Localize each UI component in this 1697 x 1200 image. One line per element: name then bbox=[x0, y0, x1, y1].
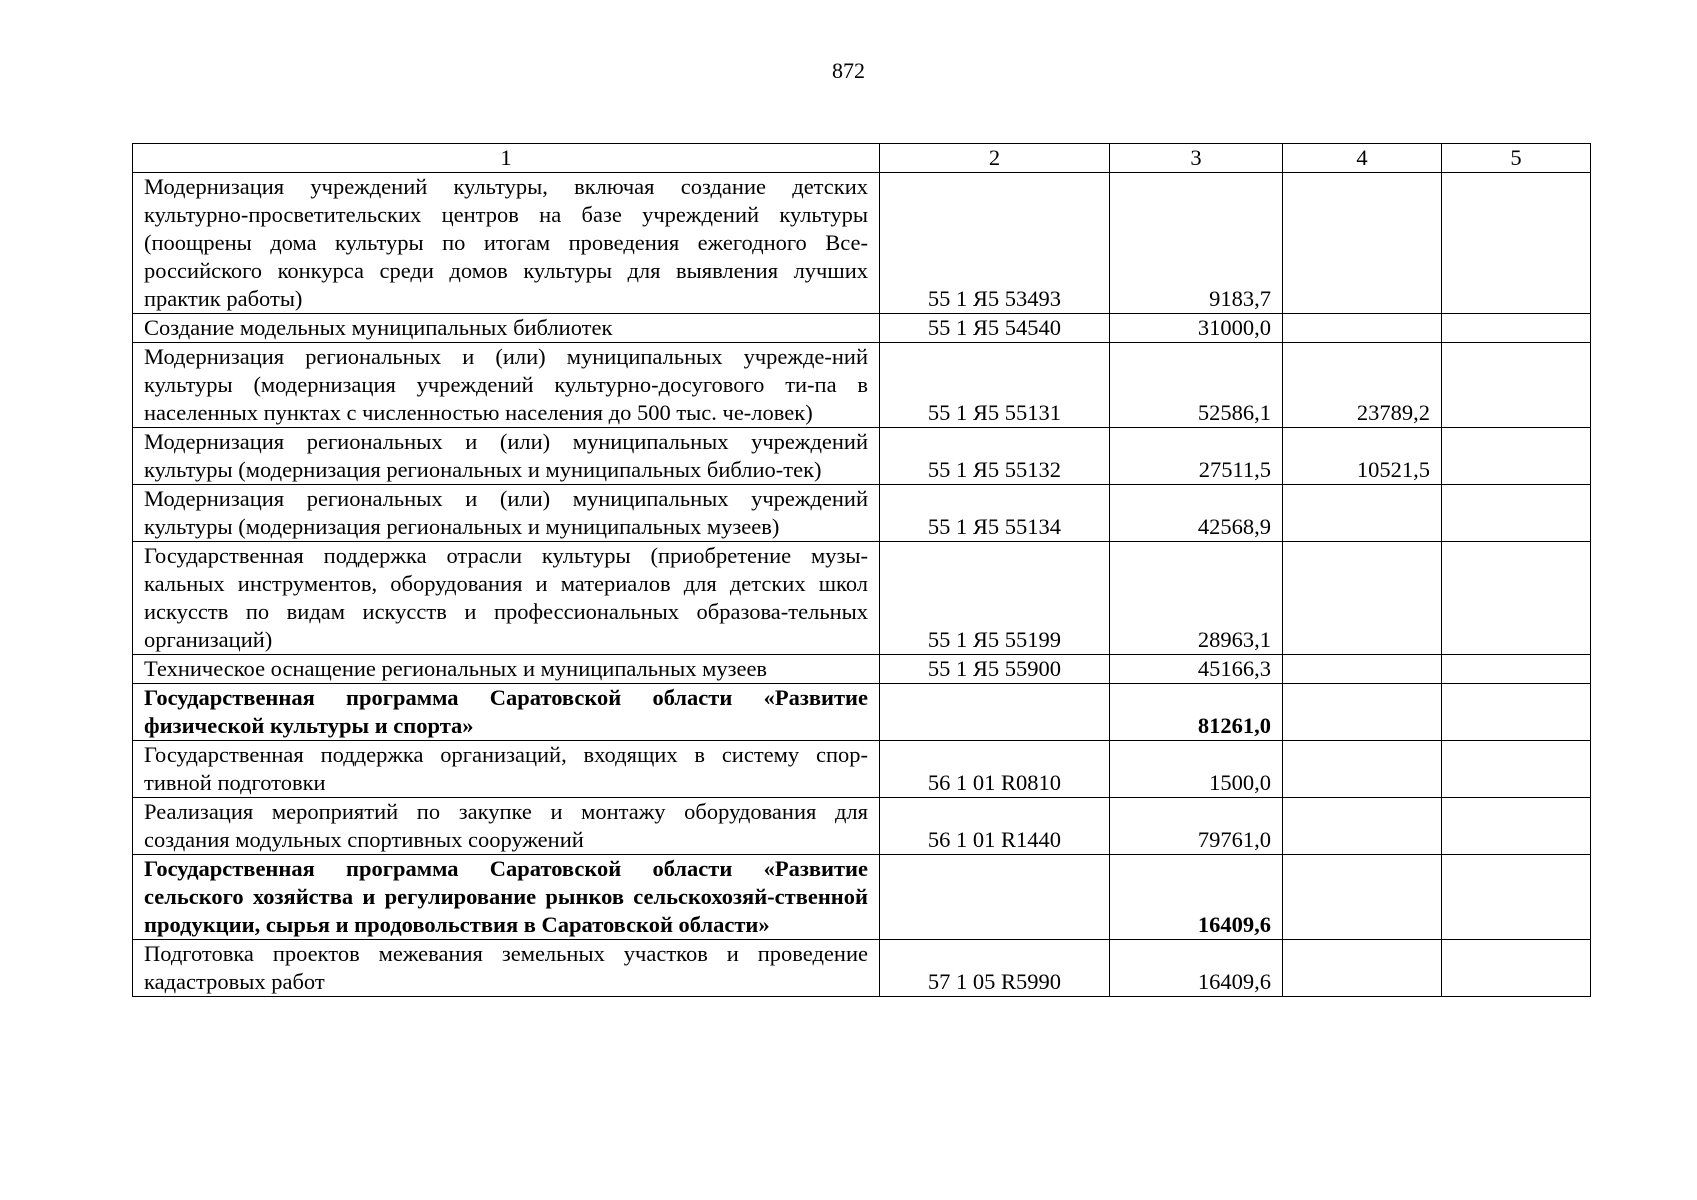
table-body bbox=[133, 173, 1591, 997]
row-amount-cell bbox=[1442, 798, 1591, 855]
budget-table bbox=[132, 143, 1591, 997]
row-name-cell: Государственная программа Саратовской области «Развитие сельского хозяйства и регулирование рынков сельскохозяй-ственной продукции, сырья и продовольствия в Саратовской области» bbox=[133, 855, 880, 940]
row-amount-cell: 28963,1 bbox=[1110, 542, 1283, 655]
table-row bbox=[133, 173, 1591, 314]
row-amount-cell: 9183,7 bbox=[1110, 173, 1283, 314]
row-amount-cell bbox=[1283, 855, 1442, 940]
row-amount-cell bbox=[1442, 173, 1591, 314]
table-row bbox=[133, 343, 1591, 428]
header-row bbox=[133, 144, 1591, 173]
row-name-cell: Техническое оснащение региональных и муниципальных музеев bbox=[133, 655, 880, 684]
row-amount-cell bbox=[1442, 314, 1591, 343]
row-name-cell: Модернизация региональных и (или) муниципальных учреждений культуры (модернизация региональных и муниципальных библио-тек) bbox=[133, 428, 880, 485]
row-amount-cell: 81261,0 bbox=[1110, 684, 1283, 741]
row-code-cell: 55 1 Я5 54540 bbox=[880, 314, 1110, 343]
row-code-cell: 55 1 Я5 53493 bbox=[880, 173, 1110, 314]
column-header: 3 bbox=[1110, 144, 1283, 173]
row-amount-cell bbox=[1442, 343, 1591, 428]
row-code-cell: 55 1 Я5 55199 bbox=[880, 542, 1110, 655]
row-amount-cell: 1500,0 bbox=[1110, 741, 1283, 798]
table-row bbox=[133, 485, 1591, 542]
table-row bbox=[133, 428, 1591, 485]
row-amount-cell: 23789,2 bbox=[1283, 343, 1442, 428]
table-row bbox=[133, 741, 1591, 798]
row-code-cell bbox=[880, 684, 1110, 741]
row-amount-cell bbox=[1442, 940, 1591, 997]
column-header: 2 bbox=[880, 144, 1110, 173]
row-amount-cell: 16409,6 bbox=[1110, 855, 1283, 940]
row-name-cell: Государственная поддержка организаций, входящих в систему спор-тивной подготовки bbox=[133, 741, 880, 798]
row-amount-cell bbox=[1283, 798, 1442, 855]
row-code-cell bbox=[880, 855, 1110, 940]
row-amount-cell: 31000,0 bbox=[1110, 314, 1283, 343]
row-amount-cell bbox=[1283, 684, 1442, 741]
table-row bbox=[133, 855, 1591, 940]
row-amount-cell bbox=[1283, 741, 1442, 798]
row-amount-cell bbox=[1442, 485, 1591, 542]
row-amount-cell bbox=[1283, 173, 1442, 314]
table-row bbox=[133, 798, 1591, 855]
row-name-cell: Создание модельных муниципальных библиотек bbox=[133, 314, 880, 343]
row-code-cell: 55 1 Я5 55132 bbox=[880, 428, 1110, 485]
row-name-cell: Государственная поддержка отрасли культуры (приобретение музы-кальных инструментов, оборудования и материалов для детских школ искусств по видам искусств и профессиональных образова-тельных организаций) bbox=[133, 542, 880, 655]
row-amount-cell bbox=[1283, 940, 1442, 997]
row-amount-cell bbox=[1283, 542, 1442, 655]
column-header: 1 bbox=[133, 144, 880, 173]
row-name-cell: Модернизация региональных и (или) муниципальных учрежде-ний культуры (модернизация учреждений культурно-досугового ти-па в населенных пунктах с численностью населения до 500 тыс. че-ловек) bbox=[133, 343, 880, 428]
row-amount-cell: 45166,3 bbox=[1110, 655, 1283, 684]
row-code-cell: 55 1 Я5 55900 bbox=[880, 655, 1110, 684]
table-row bbox=[133, 542, 1591, 655]
row-amount-cell bbox=[1442, 741, 1591, 798]
row-amount-cell: 79761,0 bbox=[1110, 798, 1283, 855]
table-row bbox=[133, 940, 1591, 997]
row-name-cell: Государственная программа Саратовской области «Развитие физической культуры и спорта» bbox=[133, 684, 880, 741]
row-code-cell: 55 1 Я5 55134 bbox=[880, 485, 1110, 542]
row-amount-cell: 42568,9 bbox=[1110, 485, 1283, 542]
row-code-cell: 56 1 01 R0810 bbox=[880, 741, 1110, 798]
row-amount-cell bbox=[1283, 655, 1442, 684]
row-amount-cell bbox=[1442, 428, 1591, 485]
table-row bbox=[133, 314, 1591, 343]
table-row bbox=[133, 684, 1591, 741]
row-amount-cell bbox=[1442, 684, 1591, 741]
row-amount-cell: 52586,1 bbox=[1110, 343, 1283, 428]
row-name-cell: Реализация мероприятий по закупке и монтажу оборудования для создания модульных спортивных сооружений bbox=[133, 798, 880, 855]
row-amount-cell: 16409,6 bbox=[1110, 940, 1283, 997]
row-code-cell: 57 1 05 R5990 bbox=[880, 940, 1110, 997]
row-amount-cell: 27511,5 bbox=[1110, 428, 1283, 485]
row-name-cell: Модернизация учреждений культуры, включая создание детских культурно-просветительских центров на базе учреждений культуры (поощрены дома культуры по итогам проведения ежегодного Все-российского конкурса среди домов культуры для выявления лучших практик работы) bbox=[133, 173, 880, 314]
column-header: 4 bbox=[1283, 144, 1442, 173]
row-amount-cell bbox=[1442, 542, 1591, 655]
row-amount-cell bbox=[1283, 314, 1442, 343]
column-header: 5 bbox=[1442, 144, 1591, 173]
row-name-cell: Модернизация региональных и (или) муниципальных учреждений культуры (модернизация региональных и муниципальных музеев) bbox=[133, 485, 880, 542]
row-code-cell: 55 1 Я5 55131 bbox=[880, 343, 1110, 428]
row-amount-cell bbox=[1442, 655, 1591, 684]
row-amount-cell bbox=[1442, 855, 1591, 940]
table-row bbox=[133, 655, 1591, 684]
row-amount-cell: 10521,5 bbox=[1283, 428, 1442, 485]
row-code-cell: 56 1 01 R1440 bbox=[880, 798, 1110, 855]
page-number: 872 bbox=[832, 58, 865, 83]
row-name-cell: Подготовка проектов межевания земельных участков и проведение кадастровых работ bbox=[133, 940, 880, 997]
row-amount-cell bbox=[1283, 485, 1442, 542]
